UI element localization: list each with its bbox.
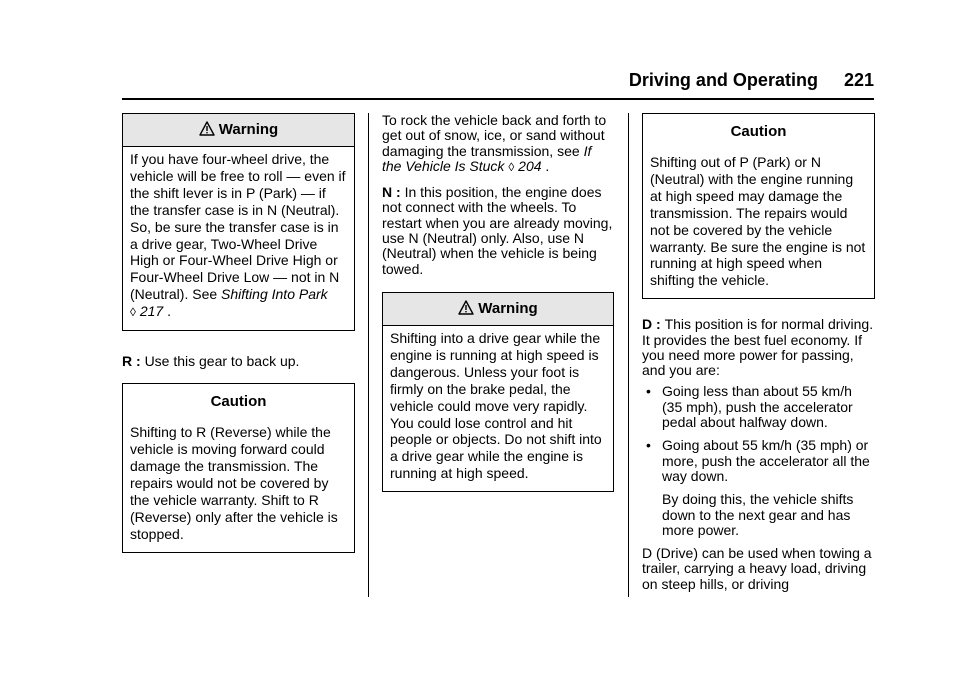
bullet-mark: • bbox=[646, 437, 651, 454]
xref-arrow-icon: ◊ bbox=[130, 305, 136, 320]
xref-page[interactable]: 204 bbox=[518, 157, 542, 174]
warning-heading bbox=[123, 114, 354, 147]
warning-title: Warning bbox=[478, 299, 538, 317]
reverse-lead: R : bbox=[122, 353, 145, 370]
neutral-text: In this position, the engine does not connect with the wheels. To restart when you are already moving, use N (Neutral) only. Also, use N (Neutral) when the vehicle is being towed. bbox=[382, 184, 613, 277]
drive-paragraph bbox=[642, 317, 875, 378]
warning-heading bbox=[383, 293, 613, 326]
column-3 bbox=[642, 113, 875, 592]
xref-arrow-icon: ◊ bbox=[508, 159, 515, 174]
neutral-lead: N : bbox=[382, 184, 405, 201]
rock-text: To rock the vehicle back and forth to get out of snow, ice, or sand without damaging the transmission, see bbox=[382, 112, 607, 159]
bullet-text: Going less than about 55 km/h (35 mph), push the accelerator pedal about halfway down. bbox=[662, 383, 853, 431]
xref-end: . bbox=[541, 157, 550, 174]
caution-heading: Caution bbox=[123, 384, 354, 420]
warning-triangle-icon bbox=[199, 121, 215, 136]
header-rule bbox=[122, 98, 874, 100]
column-1 bbox=[122, 113, 355, 553]
neutral-paragraph bbox=[382, 185, 614, 277]
column-2 bbox=[382, 113, 614, 492]
drive-text: This position is for normal driving. It provides the best fuel economy. If you need more power for passing, and you are: bbox=[642, 316, 874, 379]
warning-text: If you have four-wheel drive, the vehicle will be free to roll — even if the shift lever is in P (Park) — if the transfer case is in N (Neutral). So, be sure the transfer case is in a drive gear, Two-Wheel Drive High or Four-Wheel Drive High or Four-Wheel Drive Low — not in N (Neutral). See bbox=[130, 151, 346, 303]
xref-vehicle-stuck[interactable]: If the Vehicle Is Stuck bbox=[382, 142, 592, 174]
drive-lead: D : bbox=[642, 316, 665, 333]
warning-body: Shifting into a drive gear while the engine is running at high speed is dangerous. Unless your foot is firmly on the brake pedal, the vehicle could move very rapidly. You could lose control and hit people or objects. Do not shift into a drive gear while the engine is running at high speed. bbox=[390, 329, 602, 482]
xref-page[interactable]: 217 bbox=[139, 303, 164, 320]
bullet-note: By doing this, the vehicle shifts down to the next gear and has more power. bbox=[662, 491, 854, 538]
caution-heading: Caution bbox=[643, 114, 874, 150]
warning-triangle-icon bbox=[458, 300, 474, 315]
caution-box-reverse bbox=[122, 383, 355, 552]
reverse-text: Use this gear to back up. bbox=[144, 353, 300, 370]
warning-box-high-speed bbox=[382, 292, 614, 492]
towing-paragraph: D (Drive) can be used when towing a trailer, carrying a heavy load, driving on steep hills, or driving bbox=[642, 545, 872, 592]
page-number: 221 bbox=[843, 70, 874, 90]
bullet-item bbox=[642, 384, 875, 430]
caution-body: Shifting to R (Reverse) while the vehicle is moving forward could damage the transmission. The repairs would not be covered by the vehicle warranty. Shift to R (Reverse) only after the vehicle is stopped. bbox=[130, 424, 338, 542]
xref-end: . bbox=[163, 303, 171, 320]
warning-box-four-wheel bbox=[122, 113, 355, 331]
column-divider-right bbox=[628, 113, 629, 597]
bullet-item bbox=[642, 438, 875, 484]
page-header bbox=[629, 70, 874, 91]
bullet-text: Going about 55 km/h (35 mph) or more, push the accelerator all the way down. bbox=[662, 437, 870, 484]
caution-box-park-neutral bbox=[642, 113, 875, 299]
reverse-paragraph bbox=[122, 354, 355, 369]
warning-body bbox=[123, 147, 354, 330]
rock-paragraph bbox=[382, 113, 614, 175]
section-title: Driving and Operating bbox=[628, 70, 818, 90]
caution-body: Shifting out of P (Park) or N (Neutral) with the engine running at high speed may damage the transmission. The repairs would not be covered by the vehicle warranty. Be sure the engine is not running at high speed when shifting the vehicle. bbox=[650, 154, 866, 289]
xref-shifting-into-park[interactable]: Shifting Into Park bbox=[221, 286, 328, 303]
column-divider-left bbox=[368, 113, 369, 597]
warning-title: Warning bbox=[218, 121, 279, 138]
bullet-mark: • bbox=[646, 383, 651, 400]
